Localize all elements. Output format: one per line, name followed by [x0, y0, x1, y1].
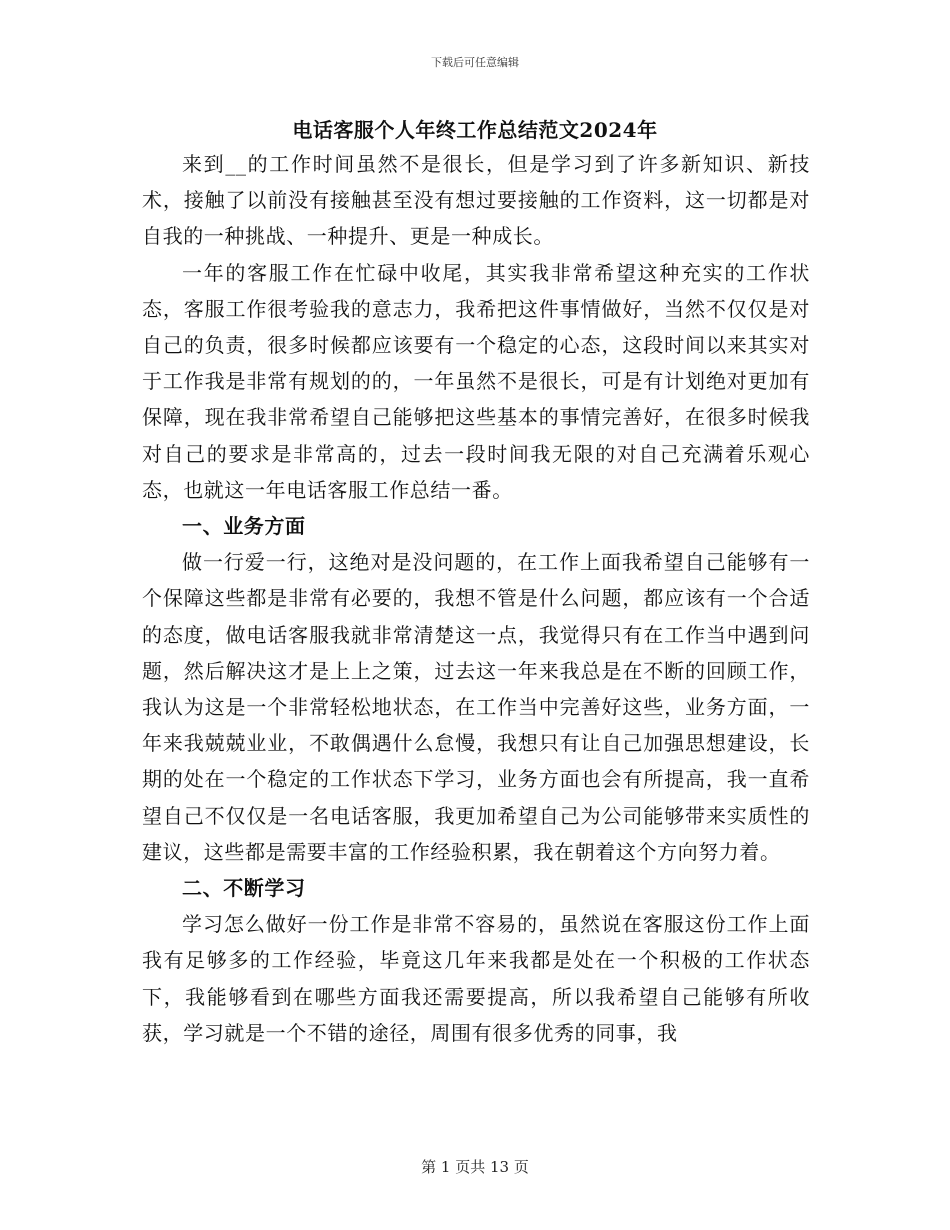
paragraph-intro: 来到__的工作时间虽然不是很长，但是学习到了许多新知识、新技术，接触了以前没有接触甚至没有想过要接触的工作资料，这一切都是对自我的一种挑战、一种提升、更是一种成长。	[142, 152, 810, 249]
document-title: 电话客服个人年终工作总结范文2024年	[292, 118, 658, 142]
document-body	[142, 146, 810, 1051]
paragraph-business: 做一行爱一行，这绝对是没问题的，在工作上面我希望自己能够有一个保障这些都是非常有必要的，我想不管是什么问题，都应该有一个合适的态度，做电话客服我就非常清楚这一点，我觉得只有在工作当中遇到问题，然后解决这才是上上之策，过去这一年来我总是在不断的回顾工作，我认为这是一个非常轻松地状态，在工作当中完善好这些，业务方面，一年来我兢兢业业，不敢偶遇什么怠慢，我想只有让自己加强思想建设，长期的处在一个稳定的工作状态下学习，业务方面也会有所提高，我一直希望自己不仅仅是一名电话客服，我更加希望自己为公司能够带来实质性的建议，这些都是需要丰富的工作经验积累，我在朝着这个方向努力着。	[142, 550, 810, 864]
paragraph-year-summary: 一年的客服工作在忙碌中收尾，其实我非常希望这种充实的工作状态，客服工作很考验我的意志力，我希把这件事情做好，当然不仅仅是对自己的负责，很多时候都应该要有一个稳定的心态，这段时间以来其实对于工作我是非常有规划的的，一年虽然不是很长，可是有计划绝对更加有保障，现在我非常希望自己能够把这些基本的事情完善好，在很多时候我对自己的要求是非常高的，过去一段时间我无限的对自己充满着乐观心态，也就这一年电话客服工作总结一番。	[142, 260, 810, 502]
page-number-footer: 第 1 页共 13 页	[421, 1158, 529, 1176]
paragraph-learning: 学习怎么做好一份工作是非常不容易的，虽然说在客服这份工作上面我有足够多的工作经验，毕竟这几年来我都是处在一个积极的工作状态下，我能够看到在哪些方面我还需要提高，所以我希望自己能够有所收获，学习就是一个不错的途径，周围有很多优秀的同事，我	[142, 912, 810, 1045]
section-heading-learning: 二、不断学习	[182, 876, 306, 901]
header-note: 下载后可任意编辑	[431, 56, 519, 69]
section-heading-business: 一、业务方面	[182, 514, 306, 539]
